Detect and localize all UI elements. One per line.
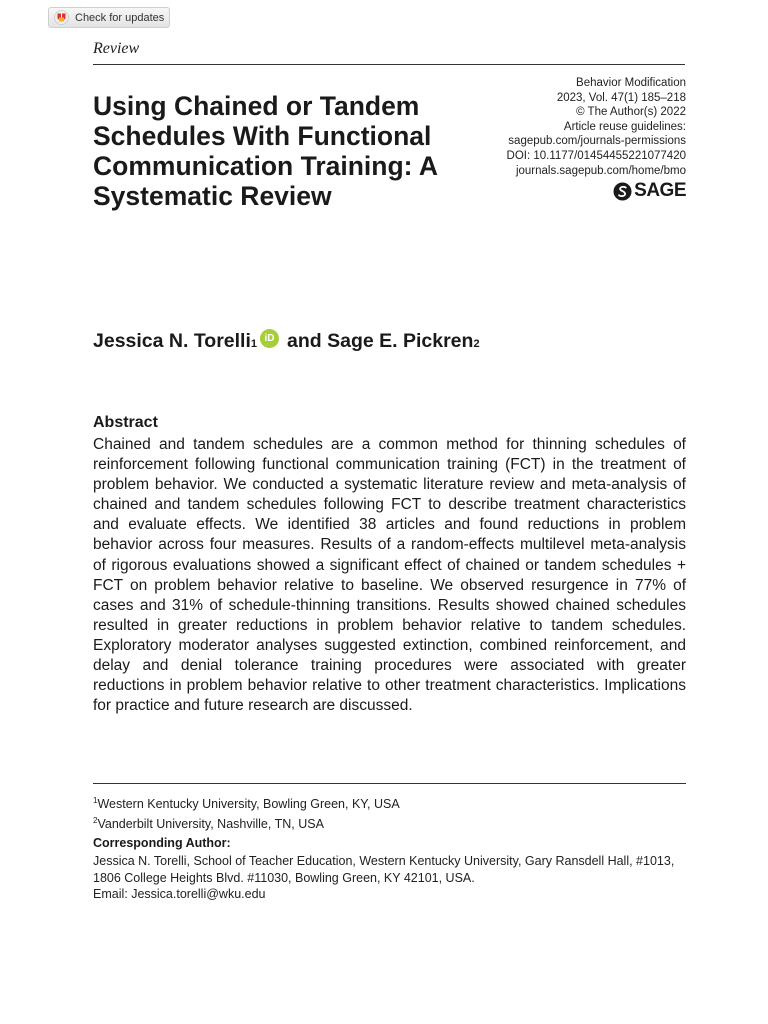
journal-info-block bbox=[507, 76, 686, 178]
author-line bbox=[93, 330, 480, 353]
article-type-label: Review bbox=[93, 40, 140, 57]
footnote-divider bbox=[93, 783, 686, 784]
permissions-link[interactable]: sagepub.com/journals-permissions bbox=[508, 135, 686, 148]
author-affiliation-marker: 1 bbox=[250, 338, 258, 350]
orcid-icon[interactable]: iD bbox=[260, 329, 279, 348]
header-divider bbox=[93, 64, 685, 65]
affiliation-item bbox=[93, 793, 400, 813]
sage-logo bbox=[613, 180, 686, 202]
affiliation-marker: 1 bbox=[93, 796, 98, 805]
journal-home-link[interactable]: journals.sagepub.com/home/bmo bbox=[515, 164, 686, 177]
check-for-updates-label: Check for updates bbox=[75, 11, 165, 24]
affiliations-list bbox=[93, 793, 400, 832]
reuse-guidelines-label: Article reuse guidelines: bbox=[563, 120, 686, 133]
affiliation-text: Vanderbilt University, Nashville, TN, USA bbox=[97, 816, 324, 831]
crossmark-icon bbox=[54, 10, 69, 25]
corresponding-author-heading: Corresponding Author: bbox=[93, 836, 231, 850]
article-title: Using Chained or Tandem Schedules With Functional Communication Training: A Systematic Review bbox=[93, 91, 438, 211]
author-affiliation-marker: 2 bbox=[473, 338, 480, 350]
sage-logo-icon bbox=[613, 182, 632, 201]
affiliation-text: Western Kentucky University, Bowling Green, KY, USA bbox=[97, 797, 400, 812]
journal-volume: 2023, Vol. 47(1) 185–218 bbox=[556, 91, 686, 104]
corresponding-author-address: Jessica N. Torelli, School of Teacher Education, Western Kentucky University, Gary Ransdell Hall, #1013, 1806 College Heights Blvd. #11030, Bowling Green, KY 42101, USA. bbox=[93, 854, 675, 885]
abstract-body: Chained and tandem schedules are a common method for thinning schedules of reinforcement following functional communication training (FCT) in the treatment of problem behavior. We conducted a systematic literature review and meta-analysis of chained and tandem schedules following FCT to describe treatment characteristics and evaluate effects. We identified 38 articles and found reductions in problem behavior across four measures. Results of a random-effects multilevel meta-analysis of rigorous evaluations showed a significant effect of chained or tandem schedules + FCT on problem behavior relative to baseline. We observed resurgence in 77% of cases and 31% of schedule-thinning transitions. Results showed chained schedules resulted in greater reductions in problem behavior relative to tandem schedules. Exploratory moderator analyses suggested extinction, combined reinforcement, and delay and denial tolerance training procedures were associated with greater reductions in problem behavior relative to other treatment characteristics. Implications for practice and future research are discussed. bbox=[93, 436, 686, 715]
copyright-notice: © The Author(s) 2022 bbox=[576, 106, 686, 119]
check-for-updates-button[interactable] bbox=[48, 7, 170, 28]
author-conjunction: and bbox=[287, 330, 322, 352]
author-name: Jessica N. Torelli bbox=[93, 330, 251, 352]
author-name: Sage E. Pickren bbox=[327, 330, 474, 352]
journal-name: Behavior Modification bbox=[576, 77, 686, 89]
corresponding-author-email[interactable]: Email: Jessica.torelli@wku.edu bbox=[93, 887, 266, 901]
affiliation-marker: 2 bbox=[93, 815, 98, 825]
abstract-heading: Abstract bbox=[93, 414, 158, 431]
affiliation-item bbox=[93, 813, 400, 833]
sage-logo-text: SAGE bbox=[634, 180, 686, 201]
doi-link[interactable]: DOI: 10.1177/01454455221077420 bbox=[506, 149, 686, 162]
